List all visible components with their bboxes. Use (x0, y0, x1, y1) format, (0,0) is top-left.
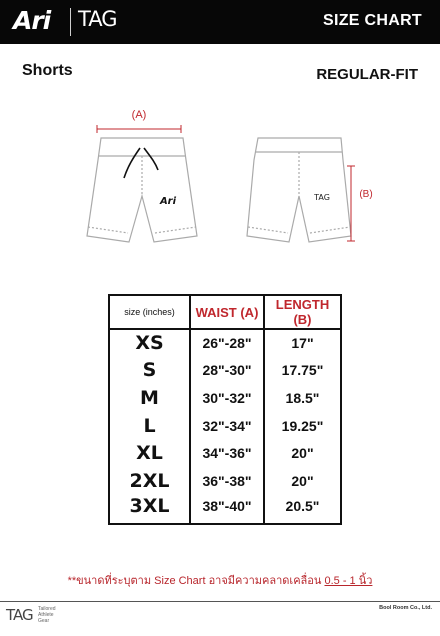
table-row (109, 439, 341, 467)
length-cell: 18.5" (264, 384, 341, 412)
waist-measure (97, 109, 181, 133)
drawstring-icon (124, 148, 158, 178)
size-table (108, 294, 342, 525)
waist-cell: 26"-28" (190, 329, 264, 357)
tagline-line: Tailored (38, 606, 56, 612)
waist-cell: 34"-36" (190, 439, 264, 467)
size-cell: L (143, 414, 156, 437)
waist-cell: 30"-32" (190, 384, 264, 412)
front-shorts-illustration (87, 138, 197, 242)
footer-divider (0, 601, 440, 602)
size-cell: XS (135, 332, 164, 355)
waist-cell: 28"-30" (190, 357, 264, 385)
waist-marker-label: (A) (131, 109, 147, 121)
table-row (109, 495, 341, 524)
waist-cell: 38"-40" (190, 495, 264, 524)
length-marker-label: (B) (359, 189, 373, 200)
table-row (109, 412, 341, 440)
header-length: LENGTH (B) (264, 295, 341, 329)
length-cell: 20" (264, 467, 341, 495)
product-name: Shorts (22, 62, 73, 79)
table-row (109, 384, 341, 412)
tolerance-text: **ขนาดที่ระบุตาม Size Chart อาจมีความคลาดเคลื่อน (67, 575, 322, 587)
header-bar (0, 0, 440, 44)
size-cell: S (142, 359, 157, 382)
length-cell: 17.75" (264, 357, 341, 385)
length-cell: 19.25" (264, 412, 341, 440)
table-row (109, 357, 341, 385)
tagline-line: Athlete (38, 612, 54, 618)
back-logo: TAG (314, 193, 330, 202)
fit-label: REGULAR-FIT (316, 66, 418, 83)
shorts-diagram (0, 96, 440, 256)
header-waist: WAIST (A) (190, 295, 264, 329)
footer-company: Bool Room Co., Ltd. (379, 605, 432, 611)
table-header-row (109, 295, 341, 329)
tolerance-note (0, 571, 440, 589)
tag-logo: TAG (78, 7, 117, 31)
tagline-line: Gear (38, 618, 50, 624)
back-shorts-illustration (247, 138, 351, 242)
size-cell: 2XL (129, 469, 170, 492)
length-cell: 20" (264, 439, 341, 467)
size-cell: XL (136, 442, 163, 465)
footer-tag-logo: TAG (6, 606, 33, 624)
table-row (109, 467, 341, 495)
logo-divider (70, 8, 71, 36)
tolerance-range: 0.5 - 1 นิ้ว (324, 575, 373, 587)
length-cell: 20.5" (264, 495, 341, 524)
front-logo: Ari (159, 196, 177, 207)
header-size: size (inches) (109, 295, 190, 329)
length-measure (347, 166, 373, 241)
length-cell: 17" (264, 329, 341, 357)
page-title: SIZE CHART (323, 12, 422, 29)
footer-tagline (38, 606, 56, 624)
waist-cell: 32"-34" (190, 412, 264, 440)
size-cell: M (140, 386, 159, 409)
size-cell: 3XL (129, 494, 170, 517)
waist-cell: 36"-38" (190, 467, 264, 495)
table-row (109, 329, 341, 357)
ari-logo: Ari (13, 6, 51, 35)
